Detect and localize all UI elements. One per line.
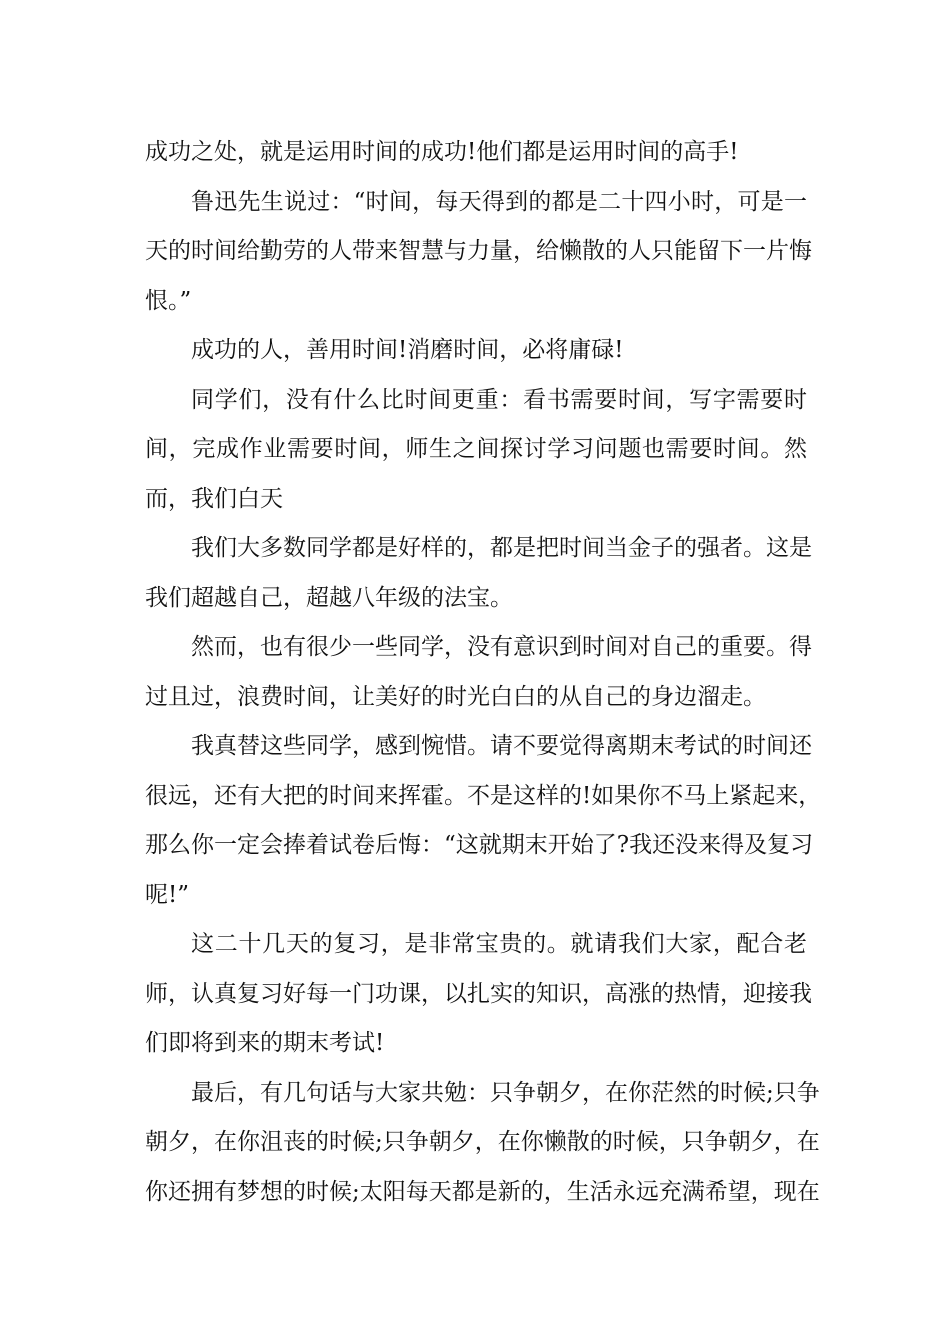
text-line: 很远，还有大把的时间来挥霍。不是这样的!如果你不马上紧起来， [145,782,822,809]
text-line: 你还拥有梦想的时候;太阳每天都是新的，生活永远充满希望，现在 [145,1178,820,1205]
text-line: 而，我们白天 [145,485,283,512]
text-line: 我们大多数同学都是好样的，都是把时间当金子的强者。这是 [191,535,812,561]
text-line: 我真替这些同学，感到惋惜。请不要觉得离期末考试的时间还 [191,733,812,759]
text-line: 间，完成作业需要时间，师生之间探讨学习问题也需要时间。然 [145,436,807,462]
text-line: 这二十几天的复习，是非常宝贵的。就请我们大家，配合老 [191,931,807,957]
text-line: 最后，有几句话与大家共勉：只争朝夕，在你茫然的时候;只争 [191,1079,820,1106]
text-line: 我们超越自己，超越八年级的法宝。 [145,584,513,611]
text-line: 鲁迅先生说过：“时间，每天得到的都是二十四小时，可是一 [191,188,807,215]
body-text [145,128,822,1217]
text-line: 过且过，浪费时间，让美好的时光白白的从自己的身边溜走。 [145,683,766,710]
text-line: 那么你一定会捧着试卷后悔：“这就期末开始了?我还没来得及复习 [145,832,814,858]
text-line: 们即将到来的期末考试! [145,1030,385,1056]
text-line: 然而，也有很少一些同学，没有意识到时间对自己的重要。得 [191,634,812,660]
text-line: 天的时间给勤劳的人带来智慧与力量，给懒散的人只能留下一片悔 [145,238,812,264]
text-line: 呢!” [145,881,190,908]
text-line: 成功之处，就是运用时间的成功!他们都是运用时间的高手! [145,139,739,165]
text-line: 同学们，没有什么比时间更重：看书需要时间，写字需要时 [191,386,807,413]
text-line: 成功的人，善用时间!消磨时间，必将庸碌! [191,337,624,363]
text-line: 恨。” [145,287,192,314]
text-line: 朝夕，在你沮丧的时候;只争朝夕，在你懒散的时候，只争朝夕，在 [145,1129,820,1155]
text-line: 师，认真复习好每一门功课，以扎实的知识，高涨的热情，迎接我 [145,980,812,1007]
